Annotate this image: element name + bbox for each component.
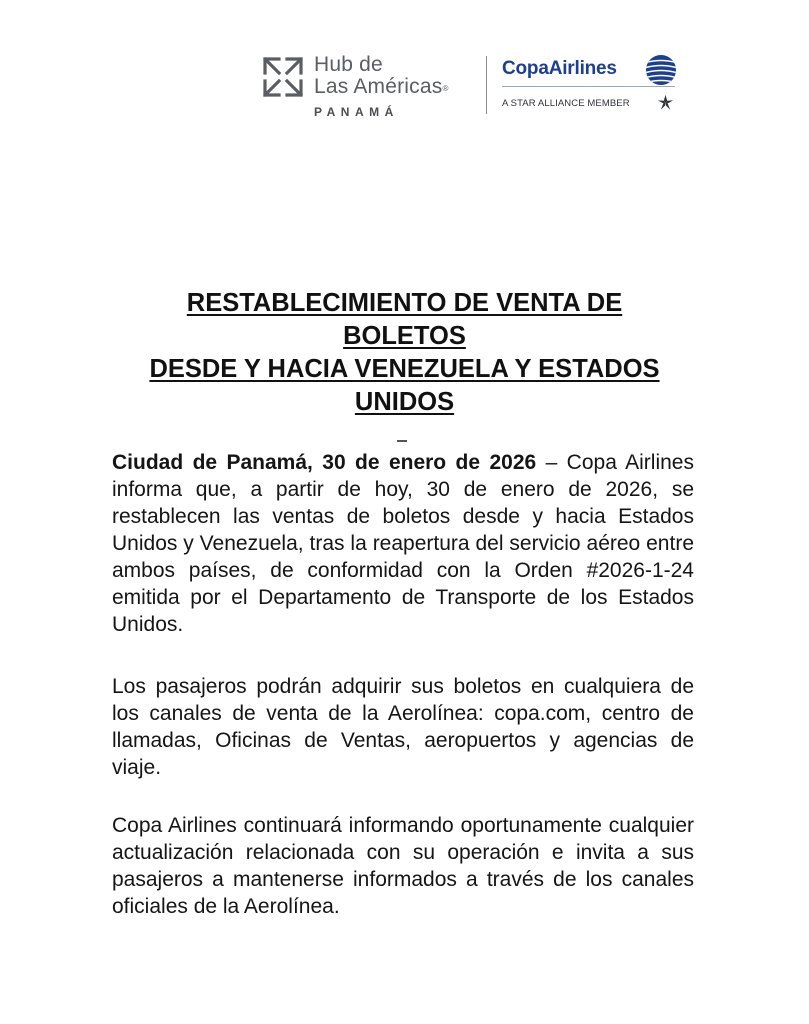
letterhead (0, 50, 809, 120)
stray-mark (397, 440, 407, 442)
copa-logo-tagline: A STAR ALLIANCE MEMBER (502, 98, 630, 109)
press-release-headline (100, 287, 709, 419)
hub-arrows-icon (262, 56, 304, 98)
paragraph-1-text: – Copa Airlines informa que, a partir de hoy, 30 de enero de 2026, se restablecen las ventas de boletos desde y hacia Estados Unidos y Venezuela, tras la reapertura del servicio aéreo entre ambos países, de conformidad con la Orden #2026-1-24 emitida por el Departamento de Transporte de los Estados Unidos. (112, 451, 694, 636)
copa-logo-name: CopaAirlines (502, 58, 617, 79)
copa-globe-icon (644, 54, 678, 86)
hub-de-las-americas-logo (262, 52, 477, 118)
headline-line-1: RESTABLECIMIENTO DE VENTA DE (186, 289, 623, 317)
hub-logo-country: PANAMÁ (314, 105, 399, 119)
registered-mark: ® (442, 84, 449, 93)
headline-line-3: DESDE Y HACIA VENEZUELA Y ESTADOS (149, 355, 660, 383)
copa-logo-rule (502, 86, 675, 87)
hub-logo-line2: Las Américas® (314, 75, 449, 98)
dateline: Ciudad de Panamá, 30 de enero de 2026 (112, 451, 537, 474)
copa-airlines-logo (500, 54, 690, 120)
star-alliance-icon (657, 94, 674, 111)
hub-logo-line1: Hub de (314, 53, 383, 76)
headline-line-4: UNIDOS (354, 388, 455, 416)
paragraph-3: Copa Airlines continuará informando oportunamente cualquier actualización relacionada con su operación e invita a sus pasajeros a mantenerse informados a través de los canales oficiales de la Aerolínea. (112, 814, 694, 918)
paragraph-2: Los pasajeros podrán adquirir sus boletos en cualquiera de los canales de venta de la Aerolínea: copa.com, centro de llamadas, Oficinas de Ventas, aeropuertos y agencias de viaje. (112, 675, 694, 779)
headline-line-2: BOLETOS (343, 322, 466, 350)
logo-divider (486, 56, 487, 114)
paragraph-1 (112, 449, 694, 638)
